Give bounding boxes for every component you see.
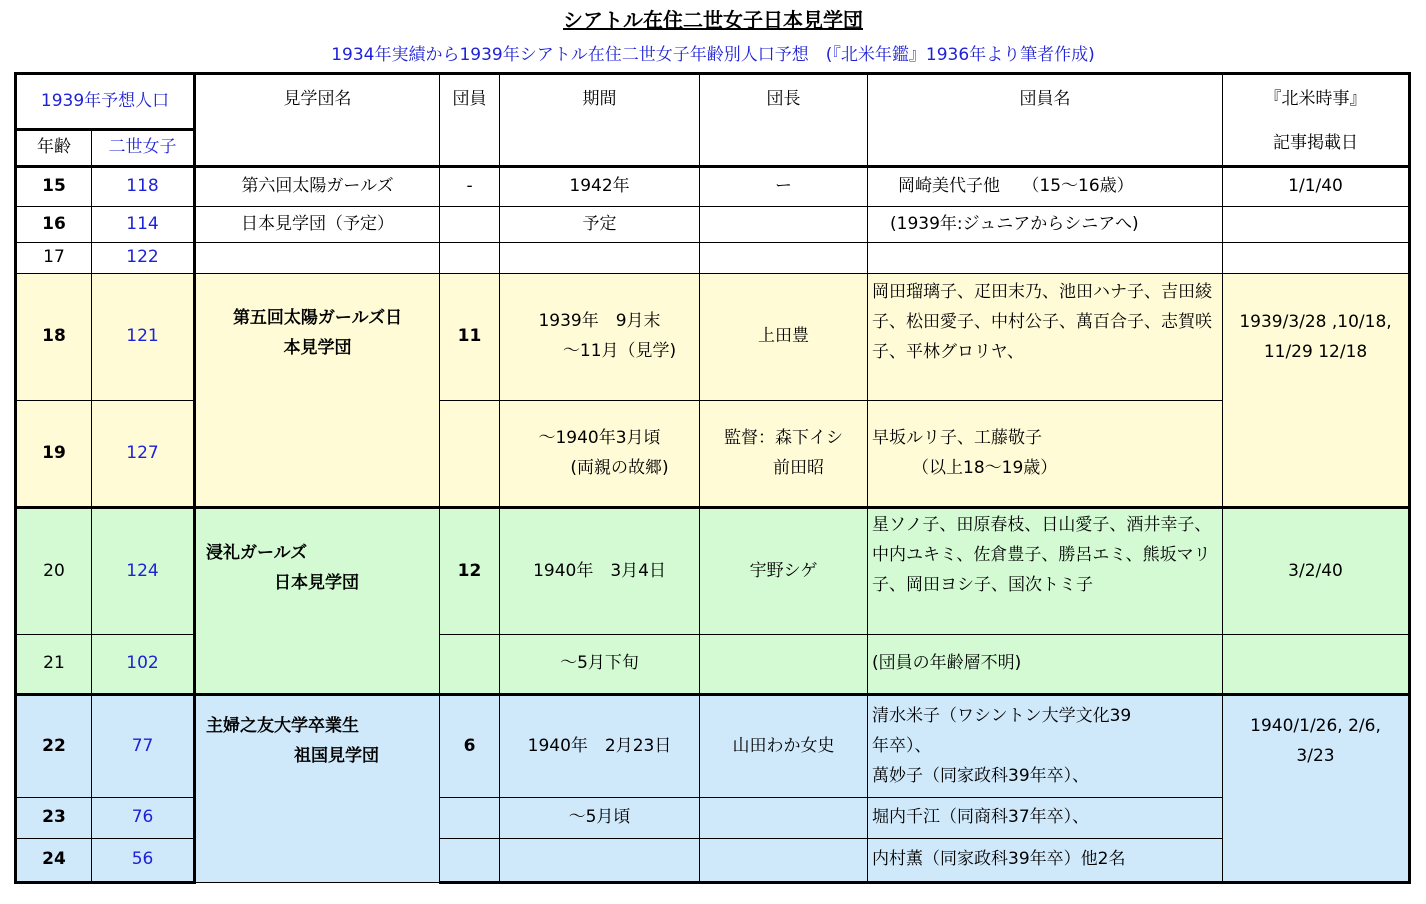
- group5-members-line2: 早坂ルリ子、工藤敬子: [872, 427, 1043, 448]
- group5-period-line4: (両親の故郷): [570, 457, 669, 478]
- shinrei-members-line1: 星ソノ子、田原春枝、日山愛子、酒井幸子、中内ユキミ、佐倉豊子、勝呂エミ、熊坂マリ子、岡田ヨシ子、国次トミ子: [872, 515, 1212, 595]
- group5-period-line3: ～1940年3月頃: [538, 427, 661, 448]
- group6-date: 1/1/40: [1223, 166, 1410, 206]
- population-cell: 77: [92, 695, 195, 798]
- group6-count: -: [440, 166, 500, 206]
- age-cell: 18: [16, 274, 92, 401]
- population-cell: 124: [92, 508, 195, 635]
- group6-name-line1: 第六回太陽ガールズ: [195, 166, 440, 206]
- header-age: 年齢: [16, 130, 92, 166]
- shufu-period-line1: 1940年 2月23日: [500, 695, 700, 798]
- group5-members-line3: （以上18～19歳）: [912, 457, 1058, 478]
- shinrei-leader: 宇野シゲ: [700, 508, 868, 635]
- shufu-members-a: [868, 695, 1223, 798]
- shinrei-members-a: [868, 508, 1223, 635]
- age-cell: 23: [16, 798, 92, 838]
- group5-members-a: [868, 274, 1223, 401]
- group6-leader: ー: [700, 166, 868, 206]
- shufu-date-line1: 1940/1/26, 2/6,: [1250, 716, 1381, 737]
- group5-date-line1: 1939/3/28 ,10/18,: [1239, 312, 1392, 333]
- population-cell: 56: [92, 838, 195, 882]
- population-cell: 102: [92, 634, 195, 694]
- shufu-name-line1: 主婦之友大学卒業生: [206, 716, 360, 737]
- group5-count: 11: [440, 274, 500, 401]
- shufu-members-line1a: 清水米子（ワシントン大学文化39: [872, 706, 1132, 727]
- document-subtitle: 1934年実績から1939年シアトル在住二世女子年齢別人口予想 (『北米年鑑』1936年より筆者作成): [331, 45, 1095, 65]
- population-cell: 122: [92, 243, 195, 274]
- shinrei-count: 12: [440, 508, 500, 635]
- group6-members-line1: 岡崎美代子他 （15～16歳）: [868, 166, 1223, 206]
- shufu-dates: [1223, 695, 1410, 883]
- header-leader: 団長: [700, 74, 868, 167]
- shufu-count: 6: [440, 695, 500, 798]
- age-cell: 19: [16, 401, 92, 508]
- header-forecast: 1939年予想人口: [16, 74, 195, 130]
- group6-members-line2: (1939年:ジュニアからシニアへ): [868, 206, 1223, 242]
- header-nisei-girls: 二世女子: [92, 130, 195, 166]
- age-cell: 16: [16, 206, 92, 242]
- group5-dates: [1223, 274, 1410, 508]
- population-cell: 127: [92, 401, 195, 508]
- shufu-date-line2: 3/23: [1296, 746, 1335, 767]
- header-period: 期間: [500, 74, 700, 167]
- group5-date-line2: 11/29 12/18: [1263, 341, 1368, 362]
- header-group-name: 見学団名: [195, 74, 440, 167]
- shinrei-name-line2: 日本見学団: [274, 572, 360, 593]
- group5-period-a: [500, 274, 700, 401]
- age-cell: 21: [16, 634, 92, 694]
- age-cell: 20: [16, 508, 92, 635]
- shufu-group-name: [195, 695, 440, 883]
- shinrei-group-name: [195, 508, 440, 695]
- shinrei-name-line1: 浸礼ガールズ: [206, 543, 308, 564]
- header-hokubei-line2: 記事掲載日: [1273, 132, 1359, 153]
- document-title: シアトル在住二世女子日本見学団: [563, 8, 863, 32]
- shinrei-period-line1: 1940年 3月4日: [500, 508, 700, 635]
- age-cell: 24: [16, 838, 92, 882]
- group5-name: [195, 274, 440, 508]
- group6-name-line2: 日本見学団（予定）: [195, 206, 440, 242]
- shufu-members-line1c: 萬妙子（同家政科39年卒）、: [872, 765, 1090, 786]
- shinrei-members-line2: (団員の年齢層不明): [868, 634, 1223, 694]
- age-cell: 15: [16, 166, 92, 206]
- shufu-members-line2: 堀内千江（同商科37年卒）、: [868, 798, 1223, 838]
- shufu-members-line1b: 年卒）、: [872, 736, 932, 757]
- study-group-table: [14, 72, 1411, 884]
- population-cell: 114: [92, 206, 195, 242]
- group5-supervisor: [700, 401, 868, 508]
- shinrei-period-line2: ～5月下旬: [500, 634, 700, 694]
- age-cell: 22: [16, 695, 92, 798]
- header-member-names: 団員名: [868, 74, 1223, 167]
- group5-supervisor-line1: 監督：森下イシ: [724, 427, 844, 448]
- population-cell: 118: [92, 166, 195, 206]
- shufu-leader: 山田わか女史: [700, 695, 868, 798]
- age-cell: 17: [16, 243, 92, 274]
- shufu-members-line3: 内村薫（同家政科39年卒）他2名: [868, 838, 1223, 882]
- header-members-count: 団員: [440, 74, 500, 167]
- shinrei-date: 3/2/40: [1223, 508, 1410, 635]
- group5-period-b: [500, 401, 700, 508]
- group5-period-line2: ～11月（見学): [562, 341, 677, 362]
- group6-period-line2: 予定: [500, 206, 700, 242]
- header-hokubei-line1: 『北米時事』: [1264, 89, 1367, 109]
- group5-leader: 上田豊: [700, 274, 868, 401]
- shufu-period-line2: ～5月頃: [500, 798, 700, 838]
- group5-members-line1: 岡田瑠璃子、疋田末乃、池田ハナ子、吉田綾子、松田愛子、中村公子、萬百合子、志賀咲子、平林グロリヤ、: [872, 282, 1213, 362]
- group5-period-line1: 1939年 9月末: [538, 311, 661, 332]
- shufu-name-line2: 祖国見学団: [294, 746, 380, 767]
- group5-name-line1: 第五回太陽ガールズ日: [232, 308, 403, 329]
- group5-supervisor-line2: 前田昭: [773, 457, 825, 478]
- population-cell: 76: [92, 798, 195, 838]
- population-cell: 121: [92, 274, 195, 401]
- header-hokubei: [1223, 74, 1410, 167]
- group6-period-line1: 1942年: [500, 166, 700, 206]
- group5-name-line2: 本見学団: [283, 337, 352, 358]
- group5-members-b: [868, 401, 1223, 508]
